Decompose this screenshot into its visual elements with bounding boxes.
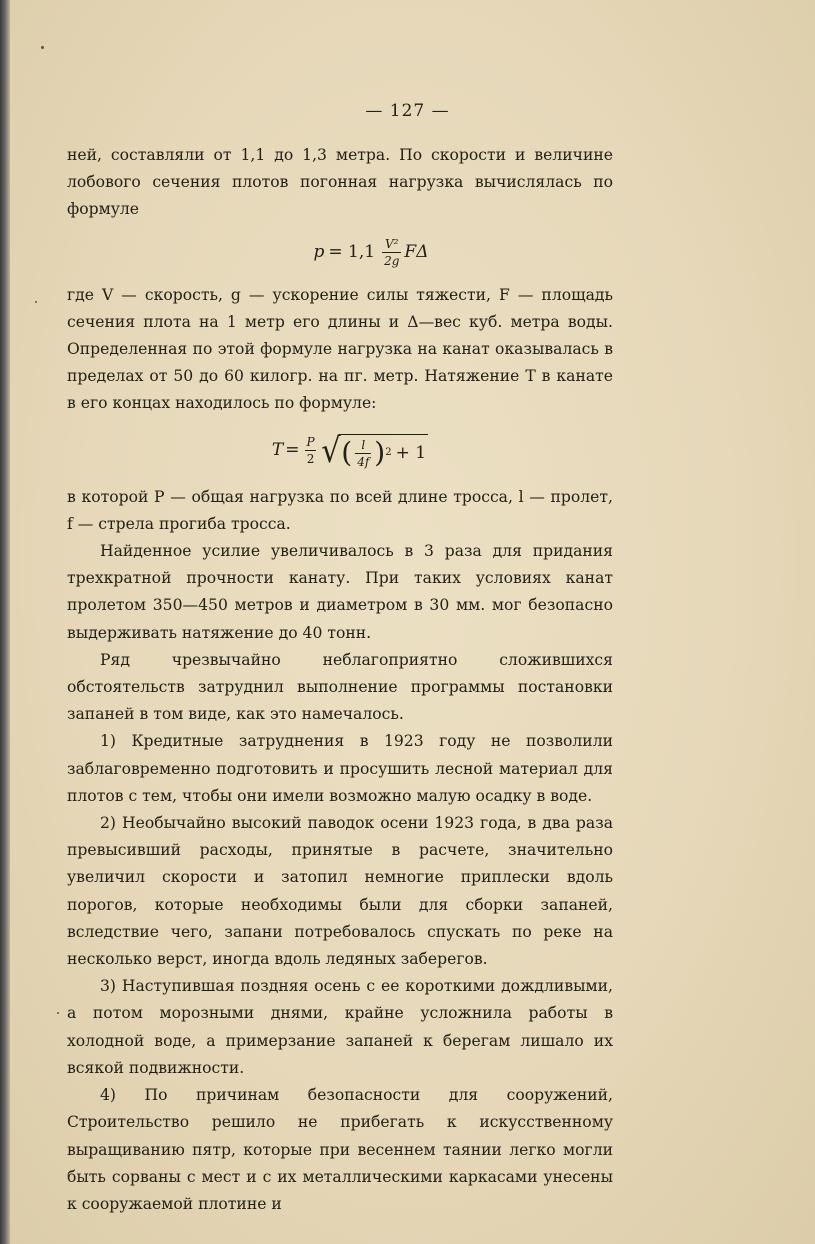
book-spine-edge [0, 0, 10, 1244]
list-item: 1) Кредитные затруднения в 1923 году не позволили заблаговременно подготовить и просушить лесной материал для плотов с тем, чтобы они имели возможно малую осадку в воде. [67, 732, 613, 805]
square-exponent-icon: 2 [385, 447, 392, 459]
formula-fraction [305, 436, 317, 465]
paper-speck [57, 1012, 59, 1014]
inner-fraction [355, 439, 371, 468]
list-item: 3) Наступившая поздняя осень с ее короткими дождливыми, а потом морозными днями, крайне усложнила работы в холодной воде, а примерзание запаней к берегам лишало их всякой подвижности. [67, 977, 613, 1077]
formula-fraction [382, 238, 401, 267]
body-text [67, 142, 613, 1218]
paragraph: ней, составляли от 1,1 до 1,3 метра. По скорости и величине лобового сечения плотов погонная нагрузка вычислялась по формуле [67, 146, 613, 219]
formula-equals: = [285, 440, 300, 461]
formula-tail: + 1 [395, 442, 427, 463]
formula-lhs: p [313, 242, 325, 263]
fraction-denominator: 2g [384, 254, 400, 269]
formula-lhs: T [271, 440, 284, 461]
formula-coefficient: = 1,1 [328, 242, 376, 263]
tension-formula [67, 418, 613, 484]
paragraph: в которой P — общая нагрузка по всей длине тросса, l — пролет, f — стрела прогиба тросса. [67, 487, 613, 533]
fraction-denominator: 2 [306, 452, 315, 467]
radical-sign-icon: √ [320, 430, 341, 471]
paragraph: Ряд чрезвычайно неблагоприятно сложившихся обстоятельств затруднил выполнение программы постановки запаней в том виде, как это намечалось. [67, 650, 613, 724]
radicand [339, 434, 428, 468]
formula-rhs: FΔ [404, 242, 429, 263]
inner-denominator: 4f [357, 454, 370, 469]
paragraph: где V — скорость, g — ускорение силы тяжести, F — площадь сечения плота на 1 метр его длины и Δ—вес куб. метра воды. Определенная по этой формуле нагрузка на канат оказывалась в пределах от 50 до 60 килогр. на пг. метр. Натяжение T в канате в его концах находилось по формуле: [67, 285, 613, 413]
load-formula [67, 224, 613, 282]
fraction-numerator: P [306, 435, 315, 450]
page-number: — 127 — [365, 101, 450, 121]
square-root [320, 430, 428, 471]
fraction-numerator: V² [385, 237, 399, 252]
paper-speck [41, 46, 44, 49]
paragraph: Найденное усилие увеличивалось в 3 раза для придания трехкратной прочности канату. При таких условиях канат пролетом 350—450 метров и диаметром в 30 мм. мог безопасно выдерживать натяжение до 40 тонн. [67, 542, 613, 642]
inner-numerator: l [361, 437, 366, 452]
paper-speck [35, 301, 37, 303]
left-paren-icon: ( [341, 436, 353, 470]
list-item: 2) Необычайно высокий паводок осени 1923 года, в два раза превысивший расходы, принятые в расчете, значительно увеличил скорости и затопил немногие приплески вдоль порогов, которые необходимы были для сборки запаней, вследствие чего, запани потребовалось спускать по реке на несколько верст, иногда вдоль ледяных заберегов. [67, 814, 613, 969]
list-item: 4) По причинам безопасности для сооружений, Строительство решило не прибегать к искусственному выращиванию пятр, которые при весеннем таянии легко могли быть сорваны с мест и с их металлическими каркасами унесены к сооружаемой плотине и [67, 1086, 613, 1213]
right-paren-icon: ) [374, 436, 386, 470]
